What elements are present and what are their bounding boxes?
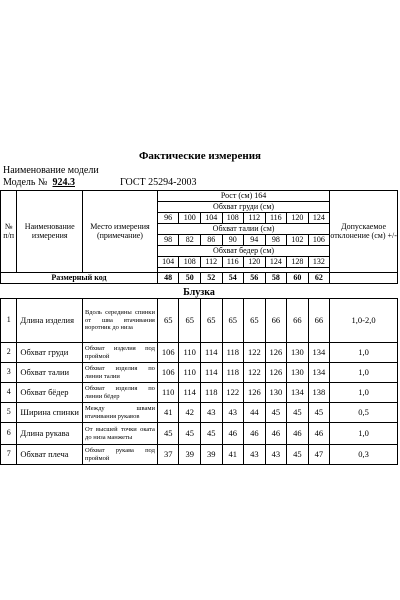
measurement-value: 110 bbox=[157, 383, 179, 403]
document-title: Фактические измерения bbox=[138, 150, 262, 162]
header-name: Наименование измерения bbox=[17, 191, 83, 273]
measurement-value: 110 bbox=[179, 363, 201, 383]
hips-value: 128 bbox=[287, 257, 309, 268]
waist-value: 82 bbox=[179, 235, 201, 246]
measurement-value: 134 bbox=[287, 383, 309, 403]
measurement-value: 126 bbox=[244, 383, 266, 403]
waist-value: 86 bbox=[200, 235, 222, 246]
measurement-value: 46 bbox=[244, 423, 266, 445]
hips-label: Обхват бедер (см) bbox=[157, 246, 329, 257]
chest-value: 100 bbox=[179, 213, 201, 224]
measurement-value: 46 bbox=[308, 423, 330, 445]
model-name-label: Наименование модели bbox=[3, 165, 99, 176]
table-row bbox=[1, 423, 398, 445]
size-code-label: Размерный код bbox=[1, 273, 158, 284]
model-label: Модель № bbox=[3, 177, 48, 188]
size-code: 54 bbox=[222, 273, 244, 284]
measurement-value: 44 bbox=[244, 403, 266, 423]
row-number: 1 bbox=[1, 299, 17, 343]
chest-value: 124 bbox=[308, 213, 330, 224]
measurement-value: 122 bbox=[244, 363, 266, 383]
measurement-value: 126 bbox=[265, 363, 287, 383]
size-code: 60 bbox=[287, 273, 309, 284]
tolerance-value: 1,0 bbox=[330, 423, 398, 445]
measurement-value: 114 bbox=[179, 383, 201, 403]
measurement-value: 37 bbox=[157, 445, 179, 465]
measurement-place: Обхват изделия по линии бёдер bbox=[83, 383, 158, 403]
hips-value: 132 bbox=[308, 257, 330, 268]
hips-value: 104 bbox=[157, 257, 179, 268]
measurement-value: 41 bbox=[157, 403, 179, 423]
hips-value: 112 bbox=[200, 257, 222, 268]
measurement-value: 43 bbox=[244, 445, 266, 465]
measurement-place: Обхват изделия под проймой bbox=[83, 343, 158, 363]
measurement-value: 106 bbox=[157, 343, 179, 363]
chest-value: 120 bbox=[287, 213, 309, 224]
measurement-value: 122 bbox=[222, 383, 244, 403]
measurement-place: Между швами втачивания рукавов bbox=[83, 403, 158, 423]
measurement-value: 45 bbox=[200, 423, 222, 445]
measurement-name: Обхват бёдер bbox=[17, 383, 83, 403]
table-row bbox=[1, 383, 398, 403]
measurement-value: 46 bbox=[287, 423, 309, 445]
table-row bbox=[1, 363, 398, 383]
hips-value: 120 bbox=[244, 257, 266, 268]
measurement-value: 106 bbox=[157, 363, 179, 383]
measurement-value: 65 bbox=[179, 299, 201, 343]
model-number: 924.3 bbox=[52, 177, 75, 188]
waist-value: 98 bbox=[265, 235, 287, 246]
measurement-place: Обхват рукава под проймой bbox=[83, 445, 158, 465]
table-row bbox=[1, 403, 398, 423]
section-title: Блузка bbox=[183, 287, 215, 298]
measurement-value: 126 bbox=[265, 343, 287, 363]
waist-value: 94 bbox=[244, 235, 266, 246]
header-num: № п/п bbox=[1, 191, 17, 273]
hips-value: 124 bbox=[265, 257, 287, 268]
measurement-value: 39 bbox=[200, 445, 222, 465]
row-number: 2 bbox=[1, 343, 17, 363]
measurement-value: 66 bbox=[308, 299, 330, 343]
measurement-name: Ширина спинки bbox=[17, 403, 83, 423]
measurement-value: 41 bbox=[222, 445, 244, 465]
measurement-name: Обхват талии bbox=[17, 363, 83, 383]
header-tolerance: Допускаемое отклонение (см) +/- bbox=[330, 191, 398, 273]
measurement-value: 43 bbox=[222, 403, 244, 423]
height-label: Рост (см) 164 bbox=[157, 191, 329, 202]
measurement-value: 122 bbox=[244, 343, 266, 363]
table-row bbox=[1, 343, 398, 363]
measurement-value: 118 bbox=[222, 363, 244, 383]
measurement-value: 65 bbox=[157, 299, 179, 343]
size-code-tolerance-empty bbox=[330, 273, 398, 284]
measurement-value: 65 bbox=[200, 299, 222, 343]
size-code-row bbox=[1, 273, 398, 284]
size-code: 58 bbox=[265, 273, 287, 284]
gost-standard: ГОСТ 25294-2003 bbox=[120, 177, 197, 188]
waist-value: 98 bbox=[157, 235, 179, 246]
size-code: 56 bbox=[244, 273, 266, 284]
model-line bbox=[3, 177, 75, 188]
measurement-value: 118 bbox=[222, 343, 244, 363]
row-number: 7 bbox=[1, 445, 17, 465]
hips-value: 108 bbox=[179, 257, 201, 268]
measurement-value: 130 bbox=[287, 343, 309, 363]
chest-value: 116 bbox=[265, 213, 287, 224]
measurement-value: 45 bbox=[287, 445, 309, 465]
header-row-height bbox=[1, 191, 398, 202]
measurement-name: Обхват плеча bbox=[17, 445, 83, 465]
chest-label: Обхват груди (см) bbox=[157, 202, 329, 213]
waist-label: Обхват талии (см) bbox=[157, 224, 329, 235]
measurement-value: 42 bbox=[179, 403, 201, 423]
tolerance-value: 1,0 bbox=[330, 343, 398, 363]
row-number: 3 bbox=[1, 363, 17, 383]
table-row bbox=[1, 445, 398, 465]
waist-value: 102 bbox=[287, 235, 309, 246]
tolerance-value: 1,0-2,0 bbox=[330, 299, 398, 343]
measurement-value: 45 bbox=[157, 423, 179, 445]
measurement-value: 45 bbox=[308, 403, 330, 423]
measurement-value: 138 bbox=[308, 383, 330, 403]
measurement-value: 47 bbox=[308, 445, 330, 465]
measurement-value: 134 bbox=[308, 343, 330, 363]
row-number: 5 bbox=[1, 403, 17, 423]
row-number: 4 bbox=[1, 383, 17, 403]
measurement-value: 118 bbox=[200, 383, 222, 403]
size-code: 48 bbox=[157, 273, 179, 284]
size-code: 50 bbox=[179, 273, 201, 284]
measurement-value: 45 bbox=[179, 423, 201, 445]
size-code: 52 bbox=[200, 273, 222, 284]
tolerance-value: 1,0 bbox=[330, 383, 398, 403]
waist-value: 106 bbox=[308, 235, 330, 246]
measurement-name: Длина изделия bbox=[17, 299, 83, 343]
measurement-place: От высшей точки оката до низа манжеты bbox=[83, 423, 158, 445]
measurements-table bbox=[0, 298, 398, 465]
measurement-value: 45 bbox=[287, 403, 309, 423]
measurement-value: 114 bbox=[200, 343, 222, 363]
chest-value: 112 bbox=[244, 213, 266, 224]
measurement-value: 130 bbox=[265, 383, 287, 403]
row-number: 6 bbox=[1, 423, 17, 445]
waist-value: 90 bbox=[222, 235, 244, 246]
measurement-value: 43 bbox=[200, 403, 222, 423]
measurement-value: 43 bbox=[265, 445, 287, 465]
tolerance-value: 1,0 bbox=[330, 363, 398, 383]
size-code: 62 bbox=[308, 273, 330, 284]
measurement-value: 39 bbox=[179, 445, 201, 465]
hips-value: 116 bbox=[222, 257, 244, 268]
measurement-name: Обхват груди bbox=[17, 343, 83, 363]
measurement-value: 110 bbox=[179, 343, 201, 363]
chest-value: 104 bbox=[200, 213, 222, 224]
measurement-header-table bbox=[0, 190, 398, 284]
measurement-value: 66 bbox=[287, 299, 309, 343]
measurement-value: 66 bbox=[265, 299, 287, 343]
tolerance-value: 0,5 bbox=[330, 403, 398, 423]
measurement-value: 65 bbox=[244, 299, 266, 343]
chest-value: 96 bbox=[157, 213, 179, 224]
measurement-value: 46 bbox=[265, 423, 287, 445]
tolerance-value: 0,3 bbox=[330, 445, 398, 465]
measurement-value: 114 bbox=[200, 363, 222, 383]
measurement-place: Обхват изделия по линии талии bbox=[83, 363, 158, 383]
measurement-value: 134 bbox=[308, 363, 330, 383]
table-row bbox=[1, 299, 398, 343]
measurement-value: 130 bbox=[287, 363, 309, 383]
chest-value: 108 bbox=[222, 213, 244, 224]
measurement-value: 45 bbox=[265, 403, 287, 423]
measurement-name: Длина рукава bbox=[17, 423, 83, 445]
header-place: Место измерения (примечание) bbox=[83, 191, 158, 273]
measurement-value: 46 bbox=[222, 423, 244, 445]
measurement-place: Вдоль середины спинки от шва втачивания воротник до низа bbox=[83, 299, 158, 343]
measurement-value: 65 bbox=[222, 299, 244, 343]
